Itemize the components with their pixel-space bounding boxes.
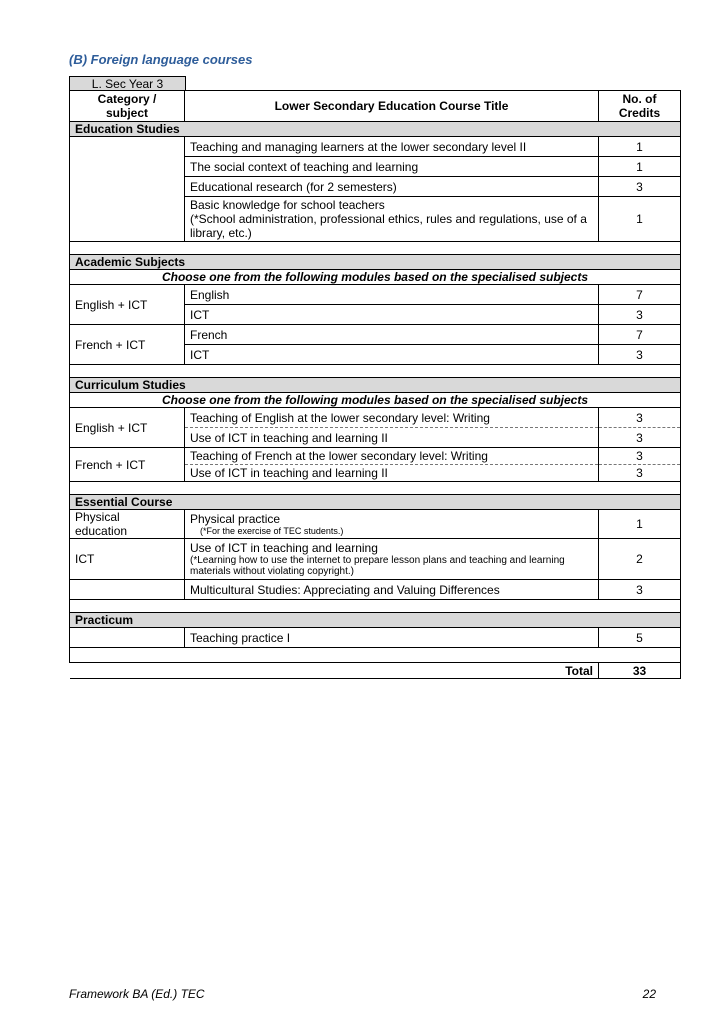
course-table: [69, 90, 681, 679]
table-row: ICT 3: [70, 345, 681, 365]
section-academic: Academic Subjects: [70, 255, 681, 270]
table-row: Basic knowledge for school teachers (*School administration, professional ethics, rules and regulations, use of a library, etc.) 1: [70, 197, 681, 242]
choose-note: Choose one from the following modules based on the specialised subjects: [70, 393, 681, 408]
table-row: Use of ICT in teaching and learning II 3: [70, 465, 681, 482]
section-education: Education Studies: [70, 122, 681, 137]
header-category: Category / subject: [70, 91, 185, 122]
table-row: Teaching and managing learners at the lower secondary level II 1: [70, 137, 681, 157]
choose-note: Choose one from the following modules based on the specialised subjects: [70, 270, 681, 285]
total-row: [70, 663, 681, 679]
footer-document-title: Framework BA (Ed.) TEC: [69, 987, 205, 1001]
category-cell: [70, 137, 185, 242]
total-label: Total: [185, 663, 599, 679]
table-row: Physical education Physical practice (*For the exercise of TEC students.) 1: [70, 510, 681, 539]
header-row: [70, 91, 681, 122]
section-essential: Essential Course: [70, 495, 681, 510]
total-value: 33: [599, 663, 681, 679]
table-row: English + ICT English 7: [70, 285, 681, 305]
section-heading: (B) Foreign language courses: [69, 52, 253, 67]
table-row: English + ICT Teaching of English at the lower secondary level: Writing 3: [70, 408, 681, 428]
table-row: French + ICT Teaching of French at the lower secondary level: Writing 3: [70, 448, 681, 465]
table-row: French + ICT French 7: [70, 325, 681, 345]
page-number: 22: [642, 987, 656, 1001]
table-row: ICT Use of ICT in teaching and learning (*Learning how to use the internet to prepare lesson plans and teaching and learning materials without violating copyright.) 2: [70, 539, 681, 580]
table-row: ICT 3: [70, 305, 681, 325]
year-label: L. Sec Year 3: [69, 76, 186, 91]
table-row: Educational research (for 2 semesters) 3: [70, 177, 681, 197]
table-row: Use of ICT in teaching and learning II 3: [70, 428, 681, 448]
section-practicum: Practicum: [70, 613, 681, 628]
header-title: Lower Secondary Education Course Title: [185, 91, 599, 122]
table-row: Teaching practice I 5: [70, 628, 681, 648]
table-row: Multicultural Studies: Appreciating and Valuing Differences 3: [70, 580, 681, 600]
header-credits: No. of Credits: [599, 91, 681, 122]
table-row: The social context of teaching and learning 1: [70, 157, 681, 177]
section-curriculum: Curriculum Studies: [70, 378, 681, 393]
